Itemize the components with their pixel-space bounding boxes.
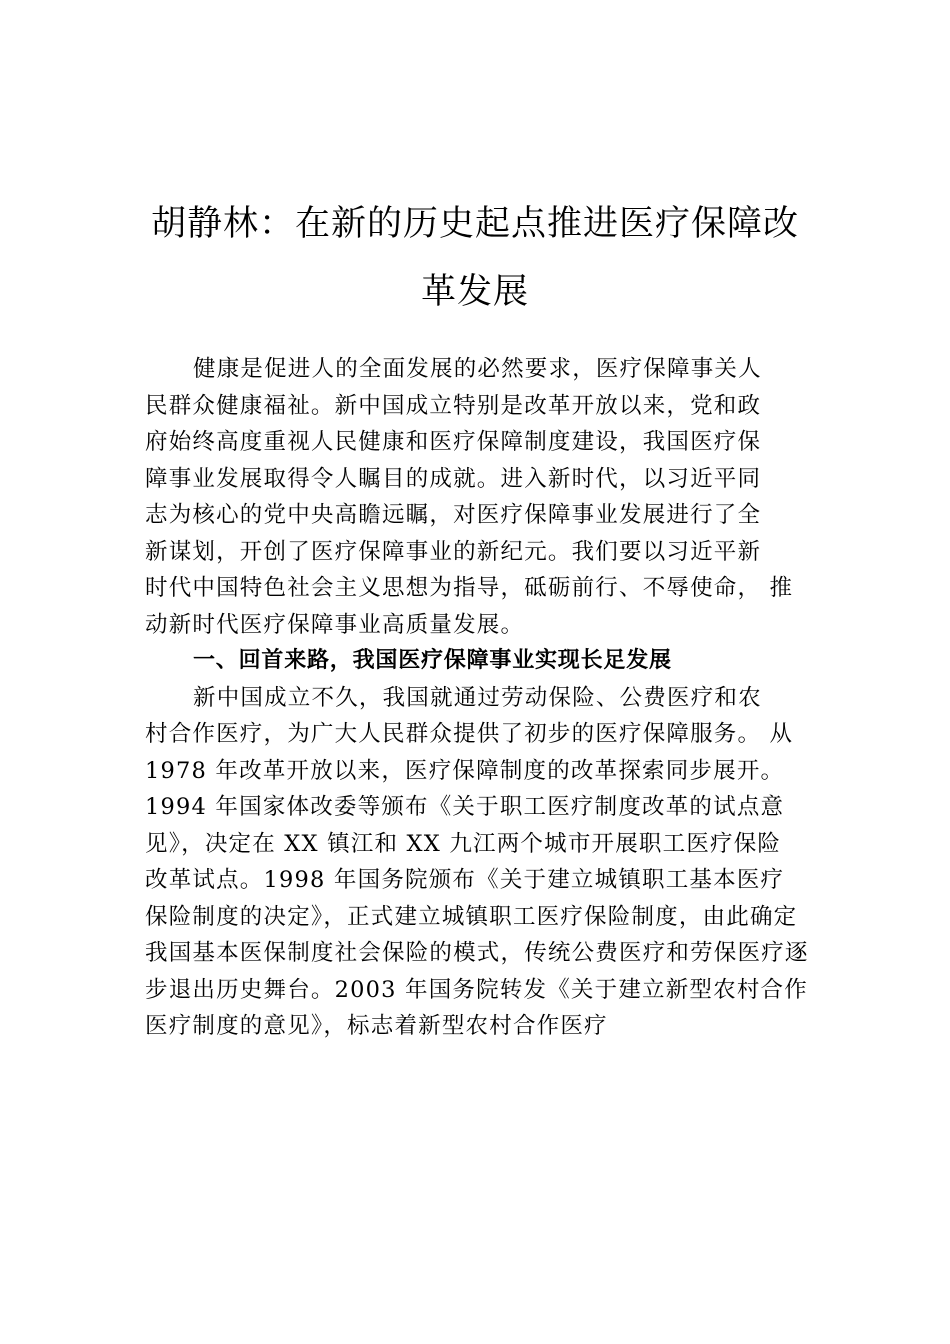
paragraph-line: 障事业发展取得令人瞩目的成就。进入新时代，以习近平同 [145, 465, 762, 492]
title-line: 革发展 [420, 272, 529, 312]
paragraph-line: 健康是促进人的全面发展的必然要求，医疗保障事关人 [193, 356, 762, 382]
section-heading: 一、回首来路，我国医疗保障事业实现长足发展 [193, 648, 672, 673]
paragraph-line: 新谋划，开创了医疗保障事业的新纪元。我们要以习近平新 [145, 538, 762, 565]
paragraph-line: 新中国成立不久，我国就通过劳动保险、公费医疗和农 [193, 684, 762, 711]
paragraph-line: 时代中国特色社会主义思想为指导，砥砺前行、不辱使命， 推 [145, 575, 794, 601]
paragraph-line: 志为核心的党中央高瞻远瞩，对医疗保障事业发展进行了全 [145, 502, 762, 528]
page-title [140, 190, 810, 326]
paragraph-line: 民群众健康福祉。新中国成立特别是改革开放以来，党和政 [145, 392, 762, 419]
paragraph-line: 改革试点。1998 年国务院颁布《关于建立城镇职工基本医疗 [145, 867, 785, 893]
paragraph-line: 村合作医疗，为广大人民群众提供了初步的医疗保障服务。 从 [145, 721, 794, 747]
paragraph-line: 1994 年国家体改委等颁布《关于职工医疗制度改革的试点意 [145, 794, 785, 820]
document-body [145, 351, 810, 1045]
title-line: 胡静林：在新的历史起点推进医疗保障改 [150, 204, 799, 244]
paragraph-line: 我国基本医保制度社会保险的模式，传统公费医疗和劳保医疗逐 [145, 940, 809, 966]
paragraph-line: 府始终高度重视人民健康和医疗保障制度建设，我国医疗保 [145, 429, 762, 455]
paragraph-line: 医疗制度的意见》，标志着新型农村合作医疗 [145, 1013, 608, 1039]
paragraph-line: 1978 年改革开放以来，医疗保障制度的改革探索同步展开。 [145, 757, 785, 784]
paragraph-line: 步退出历史舞台。2003 年国务院转发《关于建立新型农村合作 [145, 976, 808, 1003]
paragraph-line: 动新时代医疗保障事业高质量发展。 [145, 611, 525, 638]
paragraph-line: 保险制度的决定》，正式建立城镇职工医疗保险制度，由此确定 [145, 903, 798, 930]
paragraph-line: 见》，决定在 XX 镇江和 XX 九江两个城市开展职工医疗保险 [145, 830, 782, 857]
